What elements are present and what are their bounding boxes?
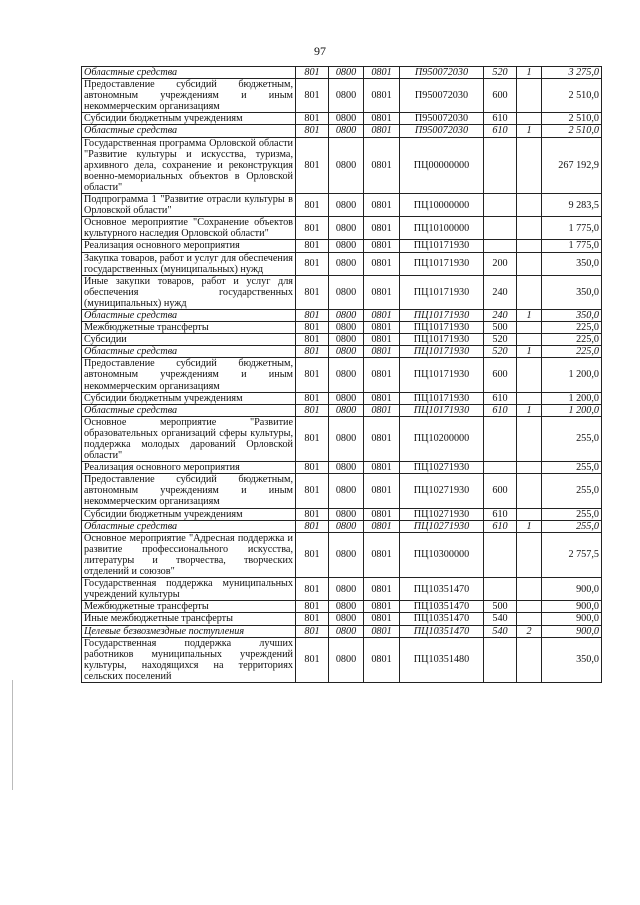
cell-target-article: П950072030 <box>400 67 484 79</box>
cell-ministry-code: 801 <box>296 113 329 125</box>
cell-amount: 225,0 <box>542 334 602 346</box>
cell-ministry-code: 801 <box>296 275 329 309</box>
cell-target-article: ПЦ10300000 <box>400 532 484 577</box>
table-row <box>82 334 602 346</box>
cell-expense-type: 610 <box>484 520 517 532</box>
cell-ministry-code: 801 <box>296 252 329 275</box>
cell-amount: 350,0 <box>542 252 602 275</box>
cell-ministry-code: 801 <box>296 358 329 392</box>
cell-section-code: 0800 <box>329 252 364 275</box>
cell-ministry-code: 801 <box>296 578 329 601</box>
cell-subsection-code: 0801 <box>364 532 400 577</box>
cell-name: Межбюджетные трансферты <box>82 601 296 613</box>
table-row <box>82 322 602 334</box>
cell-target-article: П950072030 <box>400 113 484 125</box>
cell-source-code: 1 <box>517 125 542 137</box>
cell-section-code: 0800 <box>329 275 364 309</box>
cell-ministry-code: 801 <box>296 532 329 577</box>
cell-amount: 1 200,0 <box>542 392 602 404</box>
cell-source-code: 2 <box>517 625 542 637</box>
cell-section-code: 0800 <box>329 137 364 193</box>
cell-section-code: 0800 <box>329 532 364 577</box>
cell-ministry-code: 801 <box>296 520 329 532</box>
cell-section-code: 0800 <box>329 194 364 217</box>
cell-ministry-code: 801 <box>296 240 329 252</box>
cell-expense-type <box>484 462 517 474</box>
cell-expense-type <box>484 194 517 217</box>
cell-target-article: ПЦ10271930 <box>400 520 484 532</box>
cell-name: Областные средства <box>82 346 296 358</box>
cell-target-article: ПЦ10200000 <box>400 416 484 461</box>
cell-name: Субсидии бюджетным учреждениям <box>82 392 296 404</box>
cell-target-article: ПЦ10100000 <box>400 217 484 240</box>
cell-source-code <box>517 613 542 625</box>
table-row <box>82 125 602 137</box>
cell-subsection-code: 0801 <box>364 474 400 508</box>
table-row <box>82 637 602 682</box>
cell-target-article: П950072030 <box>400 79 484 113</box>
cell-target-article: ПЦ10171930 <box>400 346 484 358</box>
table-row <box>82 532 602 577</box>
cell-subsection-code: 0801 <box>364 79 400 113</box>
cell-expense-type: 520 <box>484 334 517 346</box>
cell-amount: 225,0 <box>542 322 602 334</box>
cell-subsection-code: 0801 <box>364 194 400 217</box>
cell-section-code: 0800 <box>329 508 364 520</box>
cell-name: Закупка товаров, работ и услуг для обеспечения государственных (муниципальных) нужд <box>82 252 296 275</box>
cell-section-code: 0800 <box>329 625 364 637</box>
cell-section-code: 0800 <box>329 474 364 508</box>
table-row <box>82 520 602 532</box>
table-row <box>82 194 602 217</box>
table-row <box>82 252 602 275</box>
cell-source-code: 1 <box>517 67 542 79</box>
cell-expense-type <box>484 532 517 577</box>
cell-name: Областные средства <box>82 520 296 532</box>
cell-source-code: 1 <box>517 404 542 416</box>
cell-section-code: 0800 <box>329 113 364 125</box>
cell-subsection-code: 0801 <box>364 508 400 520</box>
cell-expense-type <box>484 578 517 601</box>
cell-amount: 9 283,5 <box>542 194 602 217</box>
cell-expense-type: 240 <box>484 275 517 309</box>
cell-name: Предоставление субсидий бюджетным, автономным учреждениям и иным некоммерческим организациям <box>82 358 296 392</box>
cell-section-code: 0800 <box>329 462 364 474</box>
cell-subsection-code: 0801 <box>364 520 400 532</box>
cell-target-article: ПЦ10171930 <box>400 275 484 309</box>
cell-target-article: ПЦ10271930 <box>400 474 484 508</box>
cell-target-article: ПЦ10351470 <box>400 625 484 637</box>
cell-target-article: ПЦ10000000 <box>400 194 484 217</box>
cell-expense-type: 600 <box>484 474 517 508</box>
cell-source-code <box>517 532 542 577</box>
cell-target-article: ПЦ10171930 <box>400 252 484 275</box>
page-number: 97 <box>314 44 326 58</box>
cell-section-code: 0800 <box>329 67 364 79</box>
cell-section-code: 0800 <box>329 601 364 613</box>
cell-ministry-code: 801 <box>296 322 329 334</box>
table-row <box>82 67 602 79</box>
cell-name: Государственная поддержка муниципальных учреждений культуры <box>82 578 296 601</box>
cell-section-code: 0800 <box>329 346 364 358</box>
cell-ministry-code: 801 <box>296 309 329 321</box>
cell-ministry-code: 801 <box>296 346 329 358</box>
cell-subsection-code: 0801 <box>364 67 400 79</box>
cell-name: Иные закупки товаров, работ и услуг для обеспечения государственных (муниципальных) нужд <box>82 275 296 309</box>
cell-name: Областные средства <box>82 67 296 79</box>
cell-section-code: 0800 <box>329 217 364 240</box>
cell-ministry-code: 801 <box>296 392 329 404</box>
cell-amount: 1 200,0 <box>542 358 602 392</box>
budget-table <box>81 66 602 683</box>
cell-name: Реализация основного мероприятия <box>82 240 296 252</box>
cell-amount: 255,0 <box>542 474 602 508</box>
cell-subsection-code: 0801 <box>364 240 400 252</box>
table-row <box>82 416 602 461</box>
cell-section-code: 0800 <box>329 416 364 461</box>
cell-name: Межбюджетные трансферты <box>82 322 296 334</box>
table-row <box>82 309 602 321</box>
cell-expense-type <box>484 240 517 252</box>
cell-subsection-code: 0801 <box>364 346 400 358</box>
cell-expense-type: 200 <box>484 252 517 275</box>
cell-expense-type <box>484 217 517 240</box>
cell-expense-type: 610 <box>484 113 517 125</box>
cell-source-code <box>517 508 542 520</box>
cell-subsection-code: 0801 <box>364 275 400 309</box>
cell-subsection-code: 0801 <box>364 462 400 474</box>
cell-name: Субсидии бюджетным учреждениям <box>82 508 296 520</box>
cell-section-code: 0800 <box>329 613 364 625</box>
cell-subsection-code: 0801 <box>364 217 400 240</box>
cell-section-code: 0800 <box>329 334 364 346</box>
cell-amount: 2 757,5 <box>542 532 602 577</box>
cell-subsection-code: 0801 <box>364 309 400 321</box>
cell-section-code: 0800 <box>329 125 364 137</box>
cell-subsection-code: 0801 <box>364 625 400 637</box>
cell-name: Субсидии <box>82 334 296 346</box>
cell-name: Областные средства <box>82 404 296 416</box>
cell-amount: 225,0 <box>542 346 602 358</box>
table-row <box>82 217 602 240</box>
cell-name: Государственная программа Орловской области "Развитие культуры и искусства, туризма, архивного дела, сохранение и реконструкция военно-мемориальных объектов в Орловской области" <box>82 137 296 193</box>
cell-ministry-code: 801 <box>296 67 329 79</box>
cell-ministry-code: 801 <box>296 137 329 193</box>
cell-source-code <box>517 392 542 404</box>
cell-source-code <box>517 137 542 193</box>
cell-amount: 1 775,0 <box>542 217 602 240</box>
cell-source-code <box>517 637 542 682</box>
cell-section-code: 0800 <box>329 309 364 321</box>
cell-source-code <box>517 416 542 461</box>
cell-expense-type: 610 <box>484 404 517 416</box>
cell-amount: 350,0 <box>542 637 602 682</box>
cell-source-code <box>517 358 542 392</box>
cell-ministry-code: 801 <box>296 508 329 520</box>
cell-ministry-code: 801 <box>296 462 329 474</box>
cell-target-article: ПЦ10171930 <box>400 240 484 252</box>
cell-name: Целевые безвозмездные поступления <box>82 625 296 637</box>
cell-section-code: 0800 <box>329 578 364 601</box>
cell-source-code <box>517 462 542 474</box>
cell-ministry-code: 801 <box>296 625 329 637</box>
cell-ministry-code: 801 <box>296 637 329 682</box>
cell-section-code: 0800 <box>329 322 364 334</box>
cell-target-article: ПЦ10171930 <box>400 404 484 416</box>
cell-target-article: ПЦ10171930 <box>400 322 484 334</box>
cell-target-article: ПЦ10171930 <box>400 392 484 404</box>
cell-target-article: ПЦ10351470 <box>400 613 484 625</box>
cell-ministry-code: 801 <box>296 416 329 461</box>
cell-expense-type: 600 <box>484 358 517 392</box>
table-row <box>82 346 602 358</box>
cell-ministry-code: 801 <box>296 474 329 508</box>
cell-source-code <box>517 240 542 252</box>
cell-expense-type: 240 <box>484 309 517 321</box>
cell-amount: 2 510,0 <box>542 113 602 125</box>
cell-name: Реализация основного мероприятия <box>82 462 296 474</box>
cell-source-code <box>517 217 542 240</box>
cell-amount: 255,0 <box>542 462 602 474</box>
cell-target-article: ПЦ00000000 <box>400 137 484 193</box>
cell-expense-type: 500 <box>484 322 517 334</box>
cell-amount: 900,0 <box>542 625 602 637</box>
cell-name: Основное мероприятие "Адресная поддержка и развитие профессионального искусства, литературы и творчества, творческих отделений и союзов" <box>82 532 296 577</box>
cell-amount: 900,0 <box>542 578 602 601</box>
margin-mark <box>12 680 13 790</box>
cell-amount: 255,0 <box>542 520 602 532</box>
cell-amount: 3 275,0 <box>542 67 602 79</box>
table-row <box>82 275 602 309</box>
cell-ministry-code: 801 <box>296 194 329 217</box>
cell-name: Основное мероприятие "Сохранение объектов культурного наследия Орловской области" <box>82 217 296 240</box>
cell-source-code <box>517 474 542 508</box>
cell-name: Областные средства <box>82 125 296 137</box>
cell-expense-type: 610 <box>484 392 517 404</box>
cell-subsection-code: 0801 <box>364 358 400 392</box>
cell-source-code <box>517 113 542 125</box>
cell-source-code: 1 <box>517 346 542 358</box>
cell-expense-type <box>484 137 517 193</box>
table-row <box>82 392 602 404</box>
cell-target-article: ПЦ10351470 <box>400 578 484 601</box>
cell-subsection-code: 0801 <box>364 334 400 346</box>
table-body <box>82 67 602 683</box>
cell-section-code: 0800 <box>329 520 364 532</box>
cell-name: Основное мероприятие "Развитие образовательных организаций сферы культуры, поддержка молодых дарований Орловской области" <box>82 416 296 461</box>
cell-ministry-code: 801 <box>296 601 329 613</box>
cell-ministry-code: 801 <box>296 125 329 137</box>
table-row <box>82 240 602 252</box>
cell-name: Субсидии бюджетным учреждениям <box>82 113 296 125</box>
cell-expense-type <box>484 637 517 682</box>
cell-name: Предоставление субсидий бюджетным, автономным учреждениям и иным некоммерческим организациям <box>82 79 296 113</box>
cell-amount: 900,0 <box>542 601 602 613</box>
cell-name: Иные межбюджетные трансферты <box>82 613 296 625</box>
table-row <box>82 625 602 637</box>
cell-name: Областные средства <box>82 309 296 321</box>
cell-ministry-code: 801 <box>296 404 329 416</box>
cell-target-article: ПЦ10171930 <box>400 358 484 392</box>
cell-section-code: 0800 <box>329 240 364 252</box>
table-row <box>82 404 602 416</box>
table-row <box>82 508 602 520</box>
table-row <box>82 137 602 193</box>
cell-section-code: 0800 <box>329 392 364 404</box>
cell-source-code <box>517 601 542 613</box>
cell-subsection-code: 0801 <box>364 637 400 682</box>
cell-expense-type: 500 <box>484 601 517 613</box>
cell-target-article: ПЦ10171930 <box>400 309 484 321</box>
cell-expense-type: 520 <box>484 67 517 79</box>
cell-source-code <box>517 79 542 113</box>
cell-amount: 1 775,0 <box>542 240 602 252</box>
cell-subsection-code: 0801 <box>364 613 400 625</box>
cell-name: Государственная поддержка лучших работников муниципальных учреждений культуры, находящихся на территориях сельских поселений <box>82 637 296 682</box>
cell-ministry-code: 801 <box>296 334 329 346</box>
cell-source-code: 1 <box>517 309 542 321</box>
cell-ministry-code: 801 <box>296 217 329 240</box>
cell-name: Подпрограмма 1 "Развитие отрасли культуры в Орловской области" <box>82 194 296 217</box>
cell-ministry-code: 801 <box>296 79 329 113</box>
table-row <box>82 601 602 613</box>
cell-section-code: 0800 <box>329 358 364 392</box>
cell-subsection-code: 0801 <box>364 416 400 461</box>
cell-expense-type <box>484 416 517 461</box>
cell-source-code <box>517 578 542 601</box>
cell-source-code <box>517 275 542 309</box>
cell-amount: 255,0 <box>542 508 602 520</box>
cell-subsection-code: 0801 <box>364 125 400 137</box>
cell-subsection-code: 0801 <box>364 404 400 416</box>
cell-source-code <box>517 334 542 346</box>
cell-amount: 255,0 <box>542 416 602 461</box>
cell-subsection-code: 0801 <box>364 392 400 404</box>
table-row <box>82 79 602 113</box>
table-row <box>82 462 602 474</box>
table-row <box>82 578 602 601</box>
cell-source-code <box>517 322 542 334</box>
cell-source-code <box>517 252 542 275</box>
cell-amount: 900,0 <box>542 613 602 625</box>
cell-target-article: П950072030 <box>400 125 484 137</box>
cell-subsection-code: 0801 <box>364 252 400 275</box>
cell-subsection-code: 0801 <box>364 322 400 334</box>
cell-subsection-code: 0801 <box>364 137 400 193</box>
cell-amount: 1 200,0 <box>542 404 602 416</box>
cell-expense-type: 540 <box>484 625 517 637</box>
cell-target-article: ПЦ10171930 <box>400 334 484 346</box>
cell-name: Предоставление субсидий бюджетным, автономным учреждениям и иным некоммерческим организациям <box>82 474 296 508</box>
table-row <box>82 474 602 508</box>
cell-ministry-code: 801 <box>296 613 329 625</box>
cell-expense-type: 540 <box>484 613 517 625</box>
cell-target-article: ПЦ10351470 <box>400 601 484 613</box>
cell-target-article: ПЦ10351480 <box>400 637 484 682</box>
cell-amount: 350,0 <box>542 275 602 309</box>
cell-source-code: 1 <box>517 520 542 532</box>
cell-expense-type: 520 <box>484 346 517 358</box>
cell-amount: 267 192,9 <box>542 137 602 193</box>
cell-expense-type: 610 <box>484 125 517 137</box>
cell-section-code: 0800 <box>329 637 364 682</box>
cell-target-article: ПЦ10271930 <box>400 462 484 474</box>
table-row <box>82 358 602 392</box>
table-row <box>82 113 602 125</box>
cell-source-code <box>517 194 542 217</box>
cell-amount: 2 510,0 <box>542 125 602 137</box>
cell-expense-type: 610 <box>484 508 517 520</box>
cell-subsection-code: 0801 <box>364 601 400 613</box>
table-row <box>82 613 602 625</box>
cell-subsection-code: 0801 <box>364 578 400 601</box>
cell-amount: 350,0 <box>542 309 602 321</box>
cell-section-code: 0800 <box>329 79 364 113</box>
cell-amount: 2 510,0 <box>542 79 602 113</box>
cell-target-article: ПЦ10271930 <box>400 508 484 520</box>
cell-subsection-code: 0801 <box>364 113 400 125</box>
cell-section-code: 0800 <box>329 404 364 416</box>
cell-expense-type: 600 <box>484 79 517 113</box>
